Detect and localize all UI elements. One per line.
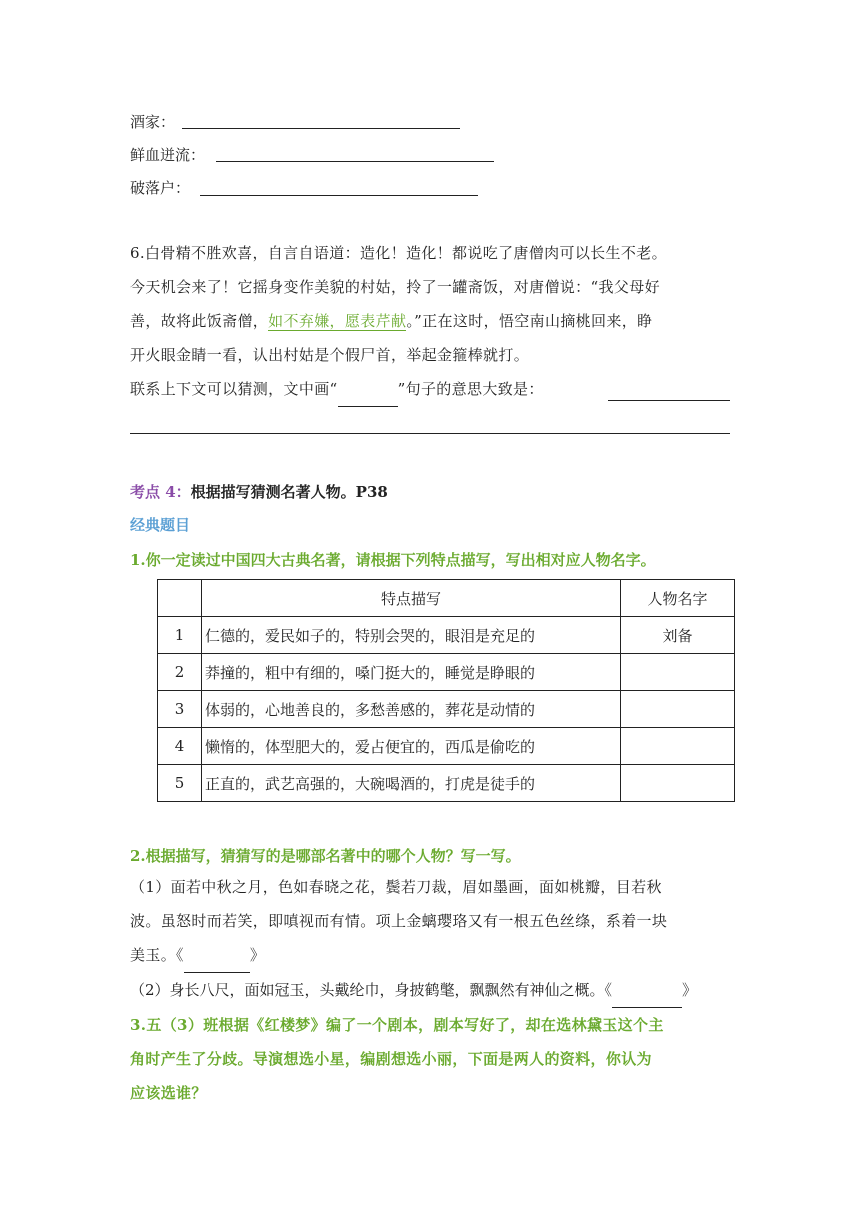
table-header-row (158, 580, 735, 617)
row-description: 仁德的，爱民如子的，特别会哭的，眼泪是充足的 (202, 617, 621, 654)
fill-label: 破落户： (130, 179, 191, 197)
question-2-title: 2.根据描写，猜猜写的是哪部名著中的哪个人物？写一写。 (130, 847, 521, 865)
q3-line: 3.五（3）班根据《红楼梦》编了一个剧本，剧本写好了，却在选林黛玉这个主 (130, 1016, 664, 1034)
q2-line (130, 938, 740, 973)
row-description: 懒惰的，体型肥大的，爱占便宜的，西瓜是偷吃的 (202, 728, 621, 765)
underlined-sentence: 如不弃嫌，愿表芹献 (268, 312, 407, 330)
question-3 (130, 1008, 740, 1110)
q6-text: 。”正在这时，悟空南山摘桃回来，睁 (406, 312, 653, 330)
q2-text: 》 (682, 981, 698, 999)
question-2-body (130, 870, 740, 1008)
answer-blank[interactable] (182, 128, 460, 129)
fill-line-2 (130, 145, 205, 165)
answer-blank[interactable] (612, 973, 682, 1008)
row-number: 3 (158, 691, 202, 728)
header-cell: 人物名字 (621, 580, 735, 617)
q6-text: 善，故将此饭斋僧， (130, 312, 269, 330)
q2-text: 》 (249, 946, 266, 964)
q6-prompt-text: 联系上下文可以猜测，文中画“ (130, 380, 338, 398)
q6-prompt-text: ”句子的意思大致是： (397, 380, 544, 398)
row-number: 4 (158, 728, 202, 765)
table-row (158, 765, 735, 802)
fill-line-3 (130, 178, 190, 198)
row-answer[interactable] (621, 765, 735, 802)
table-row (158, 728, 735, 765)
character-table (157, 579, 735, 802)
table-row (158, 691, 735, 728)
q6-line (130, 304, 740, 338)
question-6 (130, 236, 740, 407)
q6-prompt (130, 372, 740, 407)
table-row (158, 654, 735, 691)
row-number: 1 (158, 617, 202, 654)
row-answer[interactable] (621, 654, 735, 691)
kaodian-label: 考点 4： (130, 483, 191, 501)
fill-label: 鲜血迸流： (130, 146, 206, 164)
q2-line: 波。虽怒时而若笑，即嗔视而有情。项上金螭璎珞又有一根五色丝绦，系着一块 (130, 912, 668, 930)
kaodian-heading (130, 482, 388, 502)
header-cell: 特点描写 (202, 580, 621, 617)
q2-line: （1）面若中秋之月，色如春晓之花，鬓若刀裁，眉如墨画，面如桃瓣，目若秋 (130, 878, 662, 896)
row-answer[interactable] (621, 728, 735, 765)
question-1-title: 1.你一定读过中国四大古典名著，请根据下列特点描写，写出相对应人物名字。 (130, 551, 656, 569)
answer-blank[interactable] (608, 400, 730, 401)
q6-line: 今天机会来了！它摇身变作美貌的村姑，拎了一罐斋饭，对唐僧说：“我父母好 (130, 278, 660, 296)
table-row (158, 617, 735, 654)
q6-line: 开火眼金睛一看，认出村姑是个假尸首，举起金箍棒就打。 (130, 346, 530, 364)
q3-line: 角时产生了分歧。导演想选小星，编剧想选小丽，下面是两人的资料，你认为 (130, 1050, 652, 1068)
row-description: 正直的，武艺高强的，大碗喝酒的，打虎是徒手的 (202, 765, 621, 802)
row-number: 2 (158, 654, 202, 691)
fill-label: 酒家： (130, 113, 176, 131)
underline-mark (338, 372, 398, 407)
answer-blank[interactable] (216, 161, 494, 162)
row-answer[interactable]: 刘备 (621, 617, 735, 654)
row-answer[interactable] (621, 691, 735, 728)
answer-blank[interactable] (200, 195, 478, 196)
kaodian-text: 根据描写猜测名著人物。P38 (190, 483, 388, 501)
q3-line: 应该选谁？ (130, 1084, 207, 1102)
q6-line: 6.白骨精不胜欢喜，自言自语道：造化！造化！都说吃了唐僧肉可以长生不老。 (130, 244, 667, 262)
q2-text: 美玉。《 (130, 946, 184, 964)
answer-blank[interactable] (130, 433, 730, 434)
header-cell (158, 580, 202, 617)
q2-text: （2）身长八尺，面如冠玉，头戴纶巾，身披鹤氅，飘飘然有神仙之概。《 (130, 981, 613, 999)
classic-title: 经典题目 (130, 516, 191, 534)
answer-blank[interactable] (184, 938, 250, 973)
row-number: 5 (158, 765, 202, 802)
fill-line-1 (130, 112, 175, 132)
row-description: 莽撞的，粗中有细的，嗓门挺大的，睡觉是睁眼的 (202, 654, 621, 691)
row-description: 体弱的，心地善良的，多愁善感的，葬花是动情的 (202, 691, 621, 728)
q2-line (130, 973, 740, 1008)
